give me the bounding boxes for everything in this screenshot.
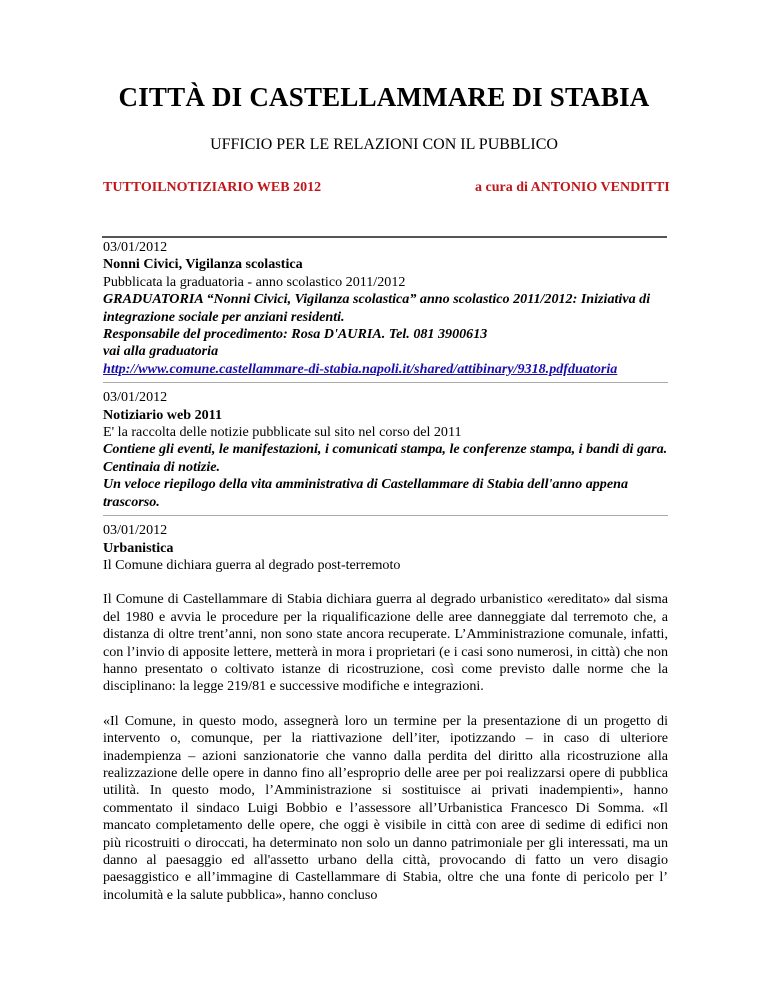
editor-label: a cura di ANTONIO VENDITTI xyxy=(475,180,670,195)
header-divider xyxy=(102,236,667,238)
news-entry xyxy=(103,239,668,378)
entry-category: Notiziario web 2011 xyxy=(103,406,222,423)
entry-category: Nonni Civici, Vigilanza scolastica xyxy=(103,256,303,273)
graduatoria-link[interactable]: http://www.comune.castellammare-di-stabia.napoli.it/shared/attibinary/9318.pdfduatoria xyxy=(103,360,618,377)
entry-summary: Il Comune dichiara guerra al degrado post-terremoto xyxy=(103,556,401,573)
entry-date: 03/01/2012 xyxy=(103,522,168,539)
entry-paragraph: «Il Comune, in questo modo, assegnerà loro un termine per la presentazione di un progetto di intervento o, comunque, per la riattivazione dell’iter, ipotizzando – in caso di ulteriore inadempienza – azioni sanzionatorie che vanno dalla perdita del diritto alla ricostruzione alla realizzazione delle opere in danno fino all’esproprio delle aree per poi realizzarsi opere di pubblica utilità. In questo modo, l’Amministrazione si sostituisce ai privati inadempienti», hanno commentato il sindaco Luigi Bobbio e l’assessore all’Urbanistica Francesco Di Somma. «Il mancato completamento delle opere, che oggi è visibile in città con aree di sedime di edifici non più ricostruiti o diroccati, ha determinato non solo un danno patrimoniale per gli interessati, ma un danno al paesaggio ed all'assetto urbano della città, provocando di fatto un vero disagio paesaggistico e all’immagine di Castellammare di Stabia, oltre che una fonte di pericolo per l’ incolumità e la salute pubblica», hanno concluso xyxy=(103,712,668,903)
newsletter-label: TUTTOILNOTIZIARIO WEB 2012 xyxy=(103,180,322,195)
news-entry xyxy=(103,522,668,904)
entry-contact: Responsabile del procedimento: Rosa D'AURIA. Tel. 081 3900613 xyxy=(103,326,488,343)
entry-body: GRADUATORIA “Nonni Civici, Vigilanza scolastica” anno scolastico 2011/2012: Iniziativa di integrazione sociale per anziani residenti. xyxy=(103,291,651,325)
entry-summary: Pubblicata la graduatoria - anno scolastico 2011/2012 xyxy=(103,273,406,290)
entry-divider xyxy=(103,382,668,383)
news-list xyxy=(103,239,668,904)
entry-paragraph: Il Comune di Castellammare di Stabia dichiara guerra al degrado urbanistico «ereditato» dal sisma del 1980 e avvia le procedure per la riqualificazione delle aree danneggiate dal terremoto che, a distanza di oltre trent’anni, non sono state ancora recuperate. L’Amministrazione comunale, infatti, con l’invio di apposite lettere, metterà in mora i proprietari (e i casi sono numerosi, in città) che non hanno presentato o coltivato istanze di ricostruzione, così come previsto dalle norme che la disciplinano: la legge 219/81 e successive modifiche e integrazioni. xyxy=(103,591,668,695)
entry-category: Urbanistica xyxy=(103,539,174,556)
entry-divider xyxy=(103,515,668,516)
entry-date: 03/01/2012 xyxy=(103,389,168,406)
entry-date: 03/01/2012 xyxy=(103,239,168,255)
entry-body: Un veloce riepilogo della vita amministrativa di Castellammare di Stabia dell'anno appena trascorso. xyxy=(103,476,628,510)
page-title: CITTÀ DI CASTELLAMMARE DI STABIA xyxy=(118,82,650,112)
entry-link-label: vai alla graduatoria xyxy=(103,343,219,360)
entry-summary: E' la raccolta delle notizie pubblicate sul sito nel corso del 2011 xyxy=(103,424,462,441)
news-entry xyxy=(103,389,668,511)
page-subtitle: UFFICIO PER LE RELAZIONI CON IL PUBBLICO xyxy=(210,136,558,153)
entry-body: Contiene gli eventi, le manifestazioni, i comunicati stampa, le conferenze stampa, i bandi di gara. Centinaia di notizie. xyxy=(103,441,668,475)
